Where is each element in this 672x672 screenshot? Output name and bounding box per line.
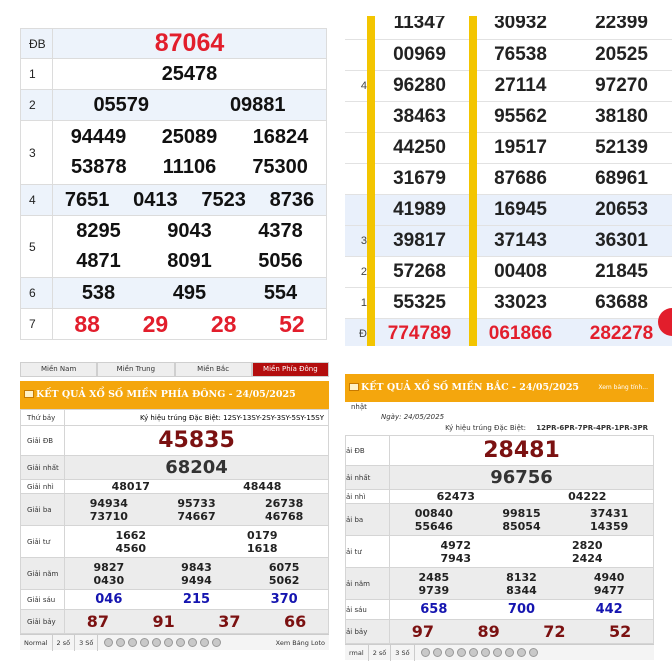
prize-row-nhat <box>346 466 654 490</box>
prize-number: 7523 <box>201 188 246 211</box>
digit-ball-icon[interactable] <box>200 638 209 647</box>
prize-label: ải nhất <box>346 466 390 490</box>
prize-number: 0430 <box>93 573 125 587</box>
prize-row-sau <box>21 590 329 610</box>
prize-number: 4378 <box>258 220 303 242</box>
prize-number: 700 <box>507 602 536 617</box>
prize-number: 9827 <box>93 560 125 574</box>
digit-ball-icon[interactable] <box>529 648 538 657</box>
prize-row-db <box>21 29 327 59</box>
column-divider <box>367 16 375 346</box>
prize-number: 19517 <box>470 132 571 163</box>
special-prize-number: 87064 <box>53 29 327 59</box>
prize-label: Giải nhì <box>21 480 65 494</box>
prize-number: 061866 <box>470 318 571 346</box>
prize-label: ải tư <box>346 536 390 568</box>
prize-number: 27114 <box>470 70 571 101</box>
tab-mien-nam[interactable]: Miền Nam <box>20 362 97 377</box>
table-row <box>345 70 672 101</box>
prize-number: 87 <box>86 612 109 631</box>
prize-label: Giải ba <box>21 494 65 526</box>
prize-label: ải bảy <box>346 620 390 644</box>
prize-label: Đ <box>345 318 369 346</box>
prize-number: 2485 <box>418 570 450 584</box>
prize-row-db <box>21 426 329 456</box>
view-table-link[interactable]: Xem bảng tính... <box>598 384 648 391</box>
prize-number: 09881 <box>229 93 286 116</box>
digit-ball-icon[interactable] <box>188 638 197 647</box>
prize-number: 96756 <box>390 466 654 490</box>
prize-number: 538 <box>81 281 116 304</box>
table-row <box>345 163 672 194</box>
table-row <box>345 287 672 318</box>
prize-row-ba <box>21 494 329 526</box>
prize-row-ba <box>346 504 654 536</box>
prize-number: 00969 <box>369 39 470 70</box>
prize-number: 62473 <box>436 490 475 503</box>
prize-number: 9843 <box>181 560 212 574</box>
cut-label: nhật <box>351 403 367 411</box>
table-row <box>345 101 672 132</box>
prize-number: 44250 <box>369 132 470 163</box>
prize-number: 282278 <box>571 318 672 346</box>
prize-number: 85054 <box>502 519 541 533</box>
table-row <box>345 318 672 346</box>
prize-label <box>345 39 369 70</box>
tab-mien-trung[interactable]: Miền Trung <box>97 362 174 377</box>
prize-number: 658 <box>420 602 448 617</box>
prize-number: 554 <box>263 281 298 304</box>
prize-label: 1 <box>21 59 53 90</box>
info-row <box>21 410 329 426</box>
prize-number: 97270 <box>571 70 672 101</box>
prize-number: 63688 <box>571 287 672 318</box>
prize-number: 75300 <box>252 156 308 178</box>
prize-number: 05579 <box>93 93 150 116</box>
prize-number: 9043 <box>167 220 212 242</box>
prize-number: 5062 <box>268 573 300 587</box>
digit-ball-icon[interactable] <box>505 648 514 657</box>
prize-number: 2820 <box>571 538 603 552</box>
prize-number: 48448 <box>243 480 282 493</box>
prize-number: 55325 <box>369 287 470 318</box>
prize-number: 52139 <box>571 132 672 163</box>
prize-number: 28 <box>210 310 237 337</box>
prize-number: 52 <box>608 622 632 641</box>
prize-number: 94934 <box>89 496 128 510</box>
prize-number: 29 <box>142 310 169 337</box>
prize-label: 6 <box>21 278 53 309</box>
digit-ball-icon[interactable] <box>469 648 478 657</box>
prize-number: 97 <box>411 622 434 641</box>
digit-filter <box>415 648 654 657</box>
special-code-value: 12PR-6PR-7PR-4PR-1PR-3PR <box>536 424 648 432</box>
special-code-label: Ký hiệu trúng Đặc Biệt: <box>445 424 527 432</box>
prize-number: 25089 <box>161 126 218 148</box>
prize-number: 1618 <box>246 541 278 555</box>
prize-number: 774789 <box>369 318 470 346</box>
prize-row-tu <box>21 526 329 558</box>
prize-number: 99815 <box>502 506 541 520</box>
two-digit-button[interactable]: 2 số <box>369 645 392 661</box>
prize-number: 9739 <box>418 583 450 597</box>
prize-label: ĐB <box>21 29 53 59</box>
prize-number: 20653 <box>571 194 672 225</box>
prize-label: Giải ĐB <box>21 426 65 456</box>
prize-label: 4 <box>345 70 369 101</box>
digit-ball-icon[interactable] <box>445 648 454 657</box>
prize-label: ải nhì <box>346 490 390 504</box>
prize-number: 7943 <box>440 551 472 565</box>
two-digit-button[interactable]: 2 số <box>53 635 76 651</box>
prize-number: 9494 <box>181 573 212 587</box>
prize-row-nhi <box>21 480 329 494</box>
prize-label: 3 <box>345 225 369 256</box>
prize-number: 4972 <box>440 538 472 552</box>
prize-number: 46768 <box>265 509 304 523</box>
prize-row-7 <box>21 309 327 340</box>
digit-ball-icon[interactable] <box>164 638 173 647</box>
prize-number: 7651 <box>64 188 110 211</box>
prize-label: ải ĐB <box>346 436 390 466</box>
prize-number: 04222 <box>568 490 607 503</box>
prize-label: 7 <box>21 309 53 340</box>
prize-number: 30932 <box>470 16 571 39</box>
prize-row-5 <box>21 216 327 278</box>
prize-number: 9477 <box>593 583 625 597</box>
tab-mien-phia-dong[interactable]: Miền Phía Đông <box>252 362 329 377</box>
prize-table <box>20 409 329 634</box>
prize-number: 8132 <box>506 570 537 584</box>
prize-number: 74667 <box>177 509 216 523</box>
prize-row-6 <box>21 278 327 309</box>
prize-row-bay <box>346 620 654 644</box>
envelope-icon <box>349 383 359 391</box>
lottery-results-panel-1 <box>20 28 327 340</box>
prize-number: 4871 <box>76 250 121 272</box>
lottery-results-panel-2 <box>345 16 672 346</box>
digit-filter <box>98 638 275 647</box>
table-row <box>345 16 672 39</box>
prize-number: 53878 <box>71 156 127 178</box>
prize-number: 0413 <box>133 188 178 211</box>
prize-number: 215 <box>182 592 211 607</box>
digit-ball-icon[interactable] <box>116 638 125 647</box>
prize-label: Giải năm <box>21 558 65 590</box>
prize-number: 55646 <box>414 519 453 533</box>
envelope-icon <box>24 390 34 398</box>
prize-number: 68204 <box>65 456 329 480</box>
prize-number: 8091 <box>167 250 212 272</box>
special-prize-number: 28481 <box>390 436 654 466</box>
three-digit-button[interactable]: 3 Số <box>75 635 98 651</box>
prize-number: 41989 <box>369 194 470 225</box>
digit-ball-icon[interactable] <box>128 638 137 647</box>
prize-number: 8295 <box>76 220 121 242</box>
digit-ball-icon[interactable] <box>493 648 502 657</box>
prize-number: 8344 <box>506 583 537 597</box>
three-digit-button[interactable]: 3 Số <box>391 645 414 661</box>
special-code-row <box>345 422 654 435</box>
prize-number: 14359 <box>590 519 629 533</box>
date-label: Ngày: 24/05/2025 <box>381 413 445 421</box>
prize-number: 39817 <box>369 225 470 256</box>
prize-label: 4 <box>21 185 53 216</box>
prize-number: 88 <box>74 310 100 337</box>
prize-label: Giải bảy <box>21 610 65 634</box>
prize-number: 442 <box>595 602 623 617</box>
prize-number: 87686 <box>470 163 571 194</box>
prize-number: 57268 <box>369 256 470 287</box>
table-row <box>345 194 672 225</box>
prize-row-bay <box>21 610 329 634</box>
lottery-results-panel-4 <box>345 374 654 672</box>
loto-toolbar <box>345 644 654 660</box>
prize-label <box>345 132 369 163</box>
results-title: KẾT QUẢ XỔ SỐ MIỀN PHÍA ĐÔNG - 24/05/2025 <box>36 389 296 400</box>
prize-number: 11106 <box>162 156 217 178</box>
prize-number: 96280 <box>369 70 470 101</box>
prize-number: 4940 <box>593 570 625 584</box>
prize-number: 31679 <box>369 163 470 194</box>
prize-label: Giải nhất <box>21 456 65 480</box>
prize-label: ải sáu <box>346 600 390 620</box>
prize-number: 68961 <box>571 163 672 194</box>
prize-label <box>345 16 369 39</box>
prize-number: 0179 <box>246 528 278 542</box>
prize-label: 2 <box>345 256 369 287</box>
prize-number: 22399 <box>571 16 672 39</box>
prize-table <box>345 435 654 644</box>
prize-label: ải năm <box>346 568 390 600</box>
prize-number: 8736 <box>269 188 315 211</box>
prize-label: ải ba <box>346 504 390 536</box>
digit-ball-icon[interactable] <box>457 648 466 657</box>
prize-row-1 <box>21 59 327 90</box>
prize-row-sau <box>346 600 654 620</box>
digit-ball-icon[interactable] <box>176 638 185 647</box>
prize-number: 73710 <box>89 509 128 523</box>
prize-row-db <box>346 436 654 466</box>
tab-mien-bac[interactable]: Miền Bắc <box>175 362 252 377</box>
prize-number: 16945 <box>470 194 571 225</box>
table-row <box>345 132 672 163</box>
view-loto-link[interactable]: Xem Bảng Loto <box>275 638 325 647</box>
prize-row-tu <box>346 536 654 568</box>
prize-number: 1662 <box>115 528 147 542</box>
prize-row-2 <box>21 90 327 121</box>
prize-number: 89 <box>477 622 500 641</box>
results-header <box>345 374 654 402</box>
digit-ball-icon[interactable] <box>140 638 149 647</box>
prize-row-nam <box>346 568 654 600</box>
table-row <box>345 39 672 70</box>
prize-label <box>345 194 369 225</box>
prize-number: 37431 <box>590 506 629 520</box>
special-code: Ký hiệu trúng Đặc Biệt: 12SY-13SY-2SY-3SY-5SY-15SY <box>65 410 329 426</box>
prize-number: 91 <box>152 612 175 631</box>
prize-row-4 <box>21 185 327 216</box>
prize-number: 94449 <box>70 126 127 148</box>
digit-ball-icon[interactable] <box>481 648 490 657</box>
prize-number: 2424 <box>571 551 603 565</box>
prize-number: 20525 <box>571 39 672 70</box>
day-label: Thứ bảy <box>21 410 65 426</box>
prize-label: 1 <box>345 287 369 318</box>
prize-number: 26738 <box>265 496 304 510</box>
digit-ball-icon[interactable] <box>104 638 113 647</box>
prize-number: 95562 <box>470 101 571 132</box>
prize-number: 11347 <box>369 16 470 39</box>
prize-number: 00408 <box>470 256 571 287</box>
prize-number: 495 <box>172 281 207 304</box>
prize-number: 16824 <box>252 126 309 148</box>
prize-label: 3 <box>21 121 53 185</box>
prize-number: 33023 <box>470 287 571 318</box>
digit-ball-icon[interactable] <box>433 648 442 657</box>
prize-number: 95733 <box>177 496 216 510</box>
special-prize-number: 45835 <box>65 426 329 456</box>
results-table <box>20 28 327 340</box>
normal-button[interactable]: Normal <box>20 635 53 651</box>
prize-number: 38463 <box>369 101 470 132</box>
prize-number: 370 <box>270 592 298 607</box>
prize-label <box>345 163 369 194</box>
prize-number: 48017 <box>111 480 150 493</box>
prize-label: Giải tư <box>21 526 65 558</box>
prize-number: 046 <box>95 592 123 607</box>
prize-label: Giải sáu <box>21 590 65 610</box>
prize-row-nhi <box>346 490 654 504</box>
prize-label <box>345 101 369 132</box>
prize-label: 2 <box>21 90 53 121</box>
digit-ball-icon[interactable] <box>421 648 430 657</box>
normal-button[interactable]: rmal <box>345 645 369 661</box>
table-row <box>345 256 672 287</box>
results-table <box>345 16 672 346</box>
digit-ball-icon[interactable] <box>517 648 526 657</box>
prize-number: 4560 <box>115 541 147 555</box>
prize-number: 00840 <box>414 506 453 520</box>
column-divider <box>469 16 477 346</box>
results-header <box>20 381 329 409</box>
prize-row-nhat <box>21 456 329 480</box>
prize-number: 5056 <box>258 250 303 272</box>
prize-number: 37143 <box>470 225 571 256</box>
prize-number: 6075 <box>268 560 300 574</box>
lottery-results-panel-3 <box>20 362 329 672</box>
prize-number: 38180 <box>571 101 672 132</box>
prize-label: 5 <box>21 216 53 278</box>
region-tabs <box>20 362 329 377</box>
results-title: KẾT QUẢ XỔ SỐ MIỀN BẮC - 24/05/2025 <box>361 382 580 393</box>
loto-toolbar <box>20 634 329 650</box>
digit-ball-icon[interactable] <box>152 638 161 647</box>
digit-ball-icon[interactable] <box>212 638 221 647</box>
prize-row-3 <box>21 121 327 185</box>
prize-row-nam <box>21 558 329 590</box>
prize-number: 72 <box>543 622 566 641</box>
prize-number: 52 <box>279 310 305 337</box>
prize-number: 76538 <box>470 39 571 70</box>
prize-number: 25478 <box>161 62 218 85</box>
table-row <box>345 225 672 256</box>
prize-number: 36301 <box>571 225 672 256</box>
prize-number: 21845 <box>571 256 672 287</box>
prize-number: 66 <box>283 612 307 631</box>
prize-number: 37 <box>218 612 241 631</box>
